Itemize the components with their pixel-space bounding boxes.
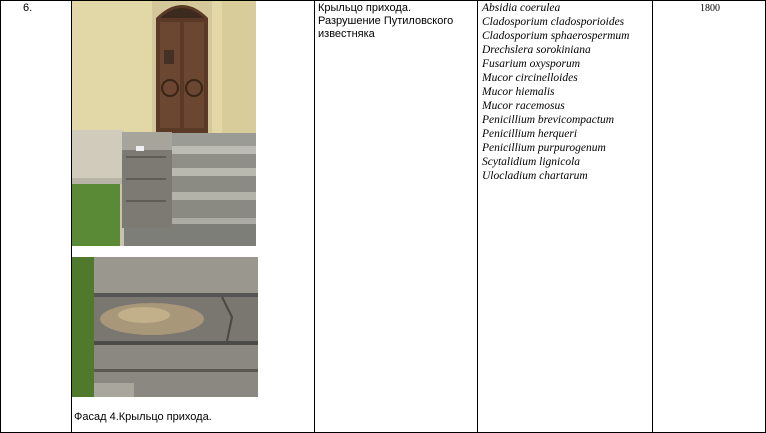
count-value: 1800 (700, 3, 720, 14)
fungus-item: Mucor racemosus (482, 100, 565, 112)
fungus-item: Scytalidium lignicola (482, 156, 581, 168)
fungus-item: Cladosporium sphaerospermum (482, 30, 630, 42)
fungus-item: Penicillium purpurogenum (482, 142, 606, 154)
limestone-photo (72, 257, 258, 397)
divider (71, 0, 72, 433)
fungus-item: Absidia coerulea (482, 2, 561, 14)
fungus-item: Drechslera sorokiniana (482, 44, 591, 56)
row-number: 6. (23, 2, 33, 14)
fungus-item: Fusarium oxysporum (482, 58, 581, 70)
fungus-item: Mucor circinelloides (482, 72, 578, 84)
divider (477, 0, 478, 433)
fungus-item: Cladosporium cladosporioides (482, 16, 625, 28)
row-number-cell (0, 0, 72, 433)
count-cell (652, 0, 766, 433)
divider (652, 0, 653, 433)
fungus-item: Mucor hiemalis (482, 86, 555, 98)
fungus-item: Ulocladium chartarum (482, 170, 588, 182)
fungus-item: Penicillium herqueri (482, 128, 578, 140)
fungus-item: Penicillium brevicompactum (482, 114, 615, 126)
divider (0, 0, 1, 433)
fungi-list (478, 0, 652, 433)
photo-caption: Фасад 4.Крыльцо прихода. (74, 411, 212, 423)
photos-cell (72, 0, 314, 433)
porch-photo (72, 0, 256, 246)
object-description: Крыльцо прихода. Разрушение Путиловского известняка (318, 2, 454, 40)
divider (314, 0, 315, 433)
